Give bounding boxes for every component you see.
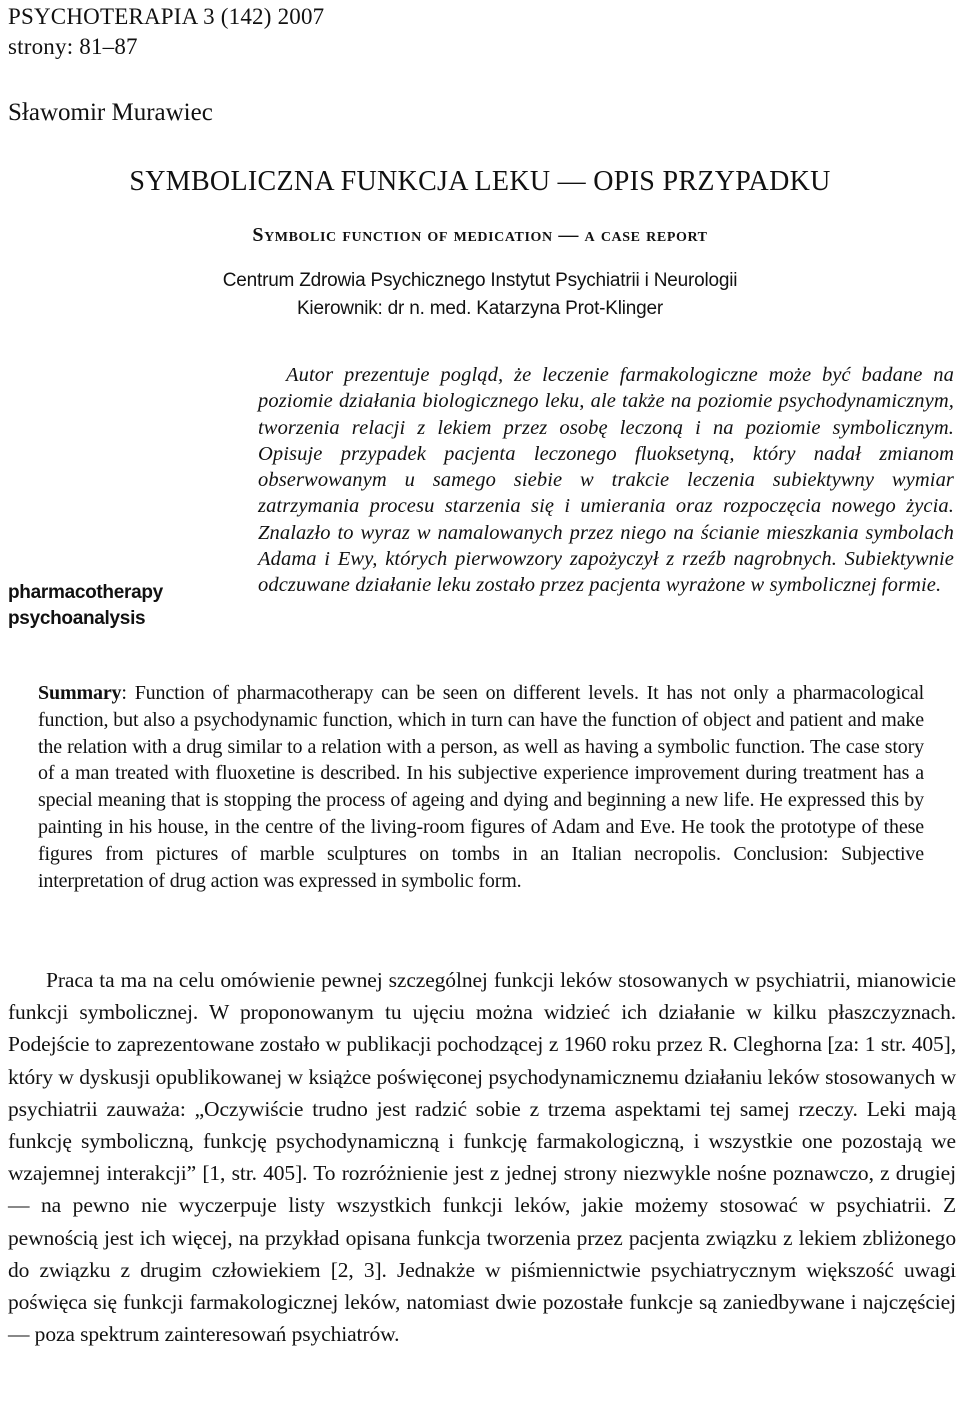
affiliation-institution: Centrum Zdrowia Psychicznego Instytut Psychiatrii i Neurologii — [222, 270, 738, 291]
summary-text: : Function of pharmacotherapy can be seen on different levels. It has not only a pharmacological function, but also a psychodynamic function, which in turn can have the function of object and patient and make the relation with a drug similar to a relation with a person, as well as having a symbolic function. The case story of a man treated with fluoxetine is described. In his subjective experience improvement during treatment has a special meaning that is stopping the process of ageing and dying and beginning a new life. He expressed this by painting in his house, in the centre of the living-room figures of Adam and Eve. He took the prototype of these figures from pictures of marble sculptures on tombs in an Italian necropolis. Conclusion: Subjective interpretation of drug action was expressed in symbolic form. — [38, 682, 924, 892]
affiliation-head: Kierownik: dr n. med. Katarzyna Prot-Klinger — [296, 298, 664, 319]
author-name: Sławomir Murawiec — [8, 99, 213, 126]
title-english: Symbolic function of medication — a case report — [252, 224, 708, 246]
journal-header: PSYCHOTERAPIA 3 (142) 2007 — [8, 4, 325, 29]
page-range: strony: 81–87 — [8, 34, 138, 59]
title-polish: SYMBOLICZNA FUNKCJA LEKU — OPIS PRZYPADKU — [129, 166, 831, 197]
abstract-polish: Autor prezentuje pogląd, że leczenie farmakologiczne może być badane na poziomie działania biologicznego leku, ale także na poziomie psychodynamicznym, tworzenia relacji z lekiem przez osobę leczoną i na poziomie symbolicznym. Opisuje przypadek pacjenta leczonego fluoksetyną, który nadał zmianom obserwowanym u samego siebie w trakcie leczenia subiektywny wymiar zatrzymania procesu starzenia się i umierania oraz rozpoczęcia nowego życia. Znalazło to wyraz w namalowanych przez niego na ścianie mieszkania symbolach Adama i Ewy, których pierwowzory zapożyczył z rzeźb nagrobnych. Subiektywnie odczuwane działanie leku zostało przez pacjenta wyrażone w symbolicznej formie. — [258, 364, 954, 597]
summary-label: Summary — [38, 682, 122, 704]
body-paragraph: Praca ta ma na celu omówienie pewnej szczególnej funkcji leków stosowanych w psychiatrii, mianowicie funkcji symbolicznej. W proponowanym tu ujęciu można widzieć ich działanie w kilku płaszczyznach. Podejście to zaprezentowane zostało w publikacji pochodzącej z 1960 roku przez R. Cleghorna [za: 1 str. 405], który w dyskusji opublikowanej w książce poświęconej psychodynamicznemu działaniu leków stosowanych w psychiatrii zauważa: „Oczywiście trudno jest radzić sobie z trzema aspektami tej samej rzeczy. Leki mają funkcję symboliczną, funkcję psychodynamiczną i funkcję farmakologiczną, i wszystkie one pozostają we wzajemnej interakcji” [1, str. 405]. To rozróżnienie jest z jednej strony niezwykle nośne poznawczo, z drugiej — na pewno nie wyczerpuje listy wszystkich funkcji leków, jakie możemy stosować w psychiatrii. Z pewnością jest ich więcej, na przykład opisana funkcja tworzenia przez pacjenta związku z lekiem zbliżonego do związku z drugim człowiekiem [2, 3]. Jednakże w piśmiennictwie psychiatrycznym większość uwagi poświęca się funkcji farmakologicznej leków, natomiast dwie pozostałe funkcje są zaniedbywane i najczęściej — poza spektrum zainteresowań psychiatrów. — [8, 968, 956, 1347]
summary-english — [38, 680, 924, 894]
keyword: psychoanalysis — [8, 608, 146, 629]
keyword: pharmacotherapy — [8, 582, 163, 603]
